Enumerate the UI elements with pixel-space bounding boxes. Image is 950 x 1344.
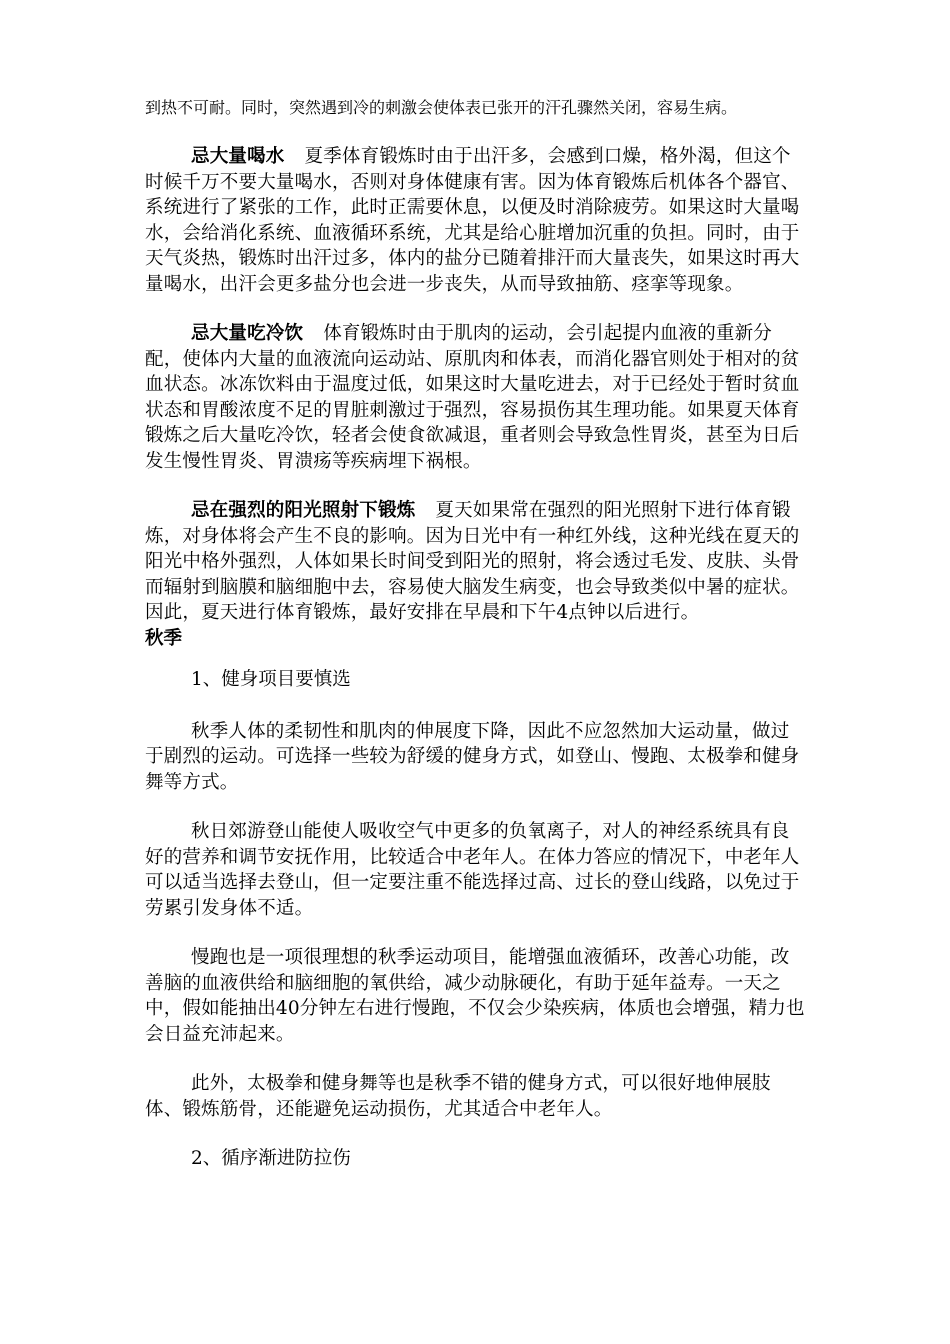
tip-body: 夏天如果常在强烈的阳光照射下进行体育锻炼，对身体将会产生不良的影响。因为日光中有一种红外线，这种光线在夏天的阳光中格外强烈，人体如果长时间受到阳光的照射，将会透过毛发、皮肤、头骨而辐射到脑膜和脑细胞中去，容易使大脑发生病变，也会导致类似中暑的症状。因此，夏天进行体育锻炼，最好安排在早晨和下午4点钟以后进行。	[145, 500, 800, 623]
tip-body: 体育锻炼时由于肌肉的运动，会引起提内血液的重新分配，使体内大量的血液流向运动站、原肌肉和体表，而消化器官则处于相对的贫血状态。冰冻饮料由于温度过低，如果这时大量吃进去，对于已经处于暂时贫血状态和胃酸浓度不足的胃脏刺激过于强烈，容易损伤其生理功能。如果夏天体育锻炼之后大量吃冷饮，轻者会使食欲减退，重者则会导致急性胃炎，甚至为日后发生慢性胃炎、胃溃疡等疾病埋下祸根。	[145, 323, 800, 472]
tip-heading: 忌在强烈的阳光照射下锻炼	[191, 500, 416, 521]
summer-tip-sunlight	[145, 498, 805, 626]
autumn-paragraph: 秋日郊游登山能使人吸收空气中更多的负氧离子，对人的神经系统具有良好的营养和调节安抚作用，比较适合中老年人。在体力答应的情况下，中老年人可以适当选择去登山，但一定要注重不能选择过高、过长的登山线路，以免过于劳累引发身体不适。	[145, 821, 800, 919]
section-heading-autumn: 秋季	[145, 627, 183, 649]
autumn-item-1: 1、健身项目要慎选	[191, 669, 351, 690]
summer-tip-water	[145, 144, 805, 297]
document-page	[145, 96, 805, 1198]
summer-tip-cold-drinks	[145, 321, 805, 474]
tip-heading: 忌大量吃冷饮	[191, 323, 304, 344]
intro-paragraph: 到热不可耐。同时，突然遇到冷的刺激会使体表已张开的汗孔骤然关闭，容易生病。	[145, 98, 738, 117]
tip-heading: 忌大量喝水	[191, 146, 285, 167]
autumn-paragraph: 此外，太极拳和健身舞等也是秋季不错的健身方式，可以很好地伸展肢体、锻炼筋骨，还能避免运动损伤，尤其适合中老年人。	[145, 1073, 771, 1120]
autumn-paragraph: 慢跑也是一项很理想的秋季运动项目，能增强血液循环，改善心功能，改善脑的血液供给和脑细胞的氧供给，减少动脉硬化，有助于延年益寿。一天之中，假如能抽出40分钟左右进行慢跑，不仅会少染疾病，体质也会增强，精力也会日益充沛起来。	[145, 947, 805, 1045]
tip-body: 夏季体育锻炼时由于出汗多，会感到口燥，格外渴，但这个时候千万不要大量喝水，否则对身体健康有害。因为体育锻炼后机体各个器官、系统进行了紧张的工作，此时正需要休息，以便及时消除疲劳。如果这时大量喝水，会给消化系统、血液循环系统，尤其是给心脏增加沉重的负担。同时，由于天气炎热，锻炼时出汗过多，体内的盐分已随着排汗而大量丧失，如果这时再大量喝水，出汗会更多盐分也会进一步丧失，从而导致抽筋、痉挛等现象。	[145, 146, 800, 295]
autumn-paragraph: 秋季人体的柔韧性和肌肉的伸展度下降，因此不应忽然加大运动量，做过于剧烈的运动。可选择一些较为舒缓的健身方式，如登山、慢跑、太极拳和健身舞等方式。	[145, 720, 800, 793]
autumn-item-2: 2、循序渐进防拉伤	[191, 1148, 351, 1169]
